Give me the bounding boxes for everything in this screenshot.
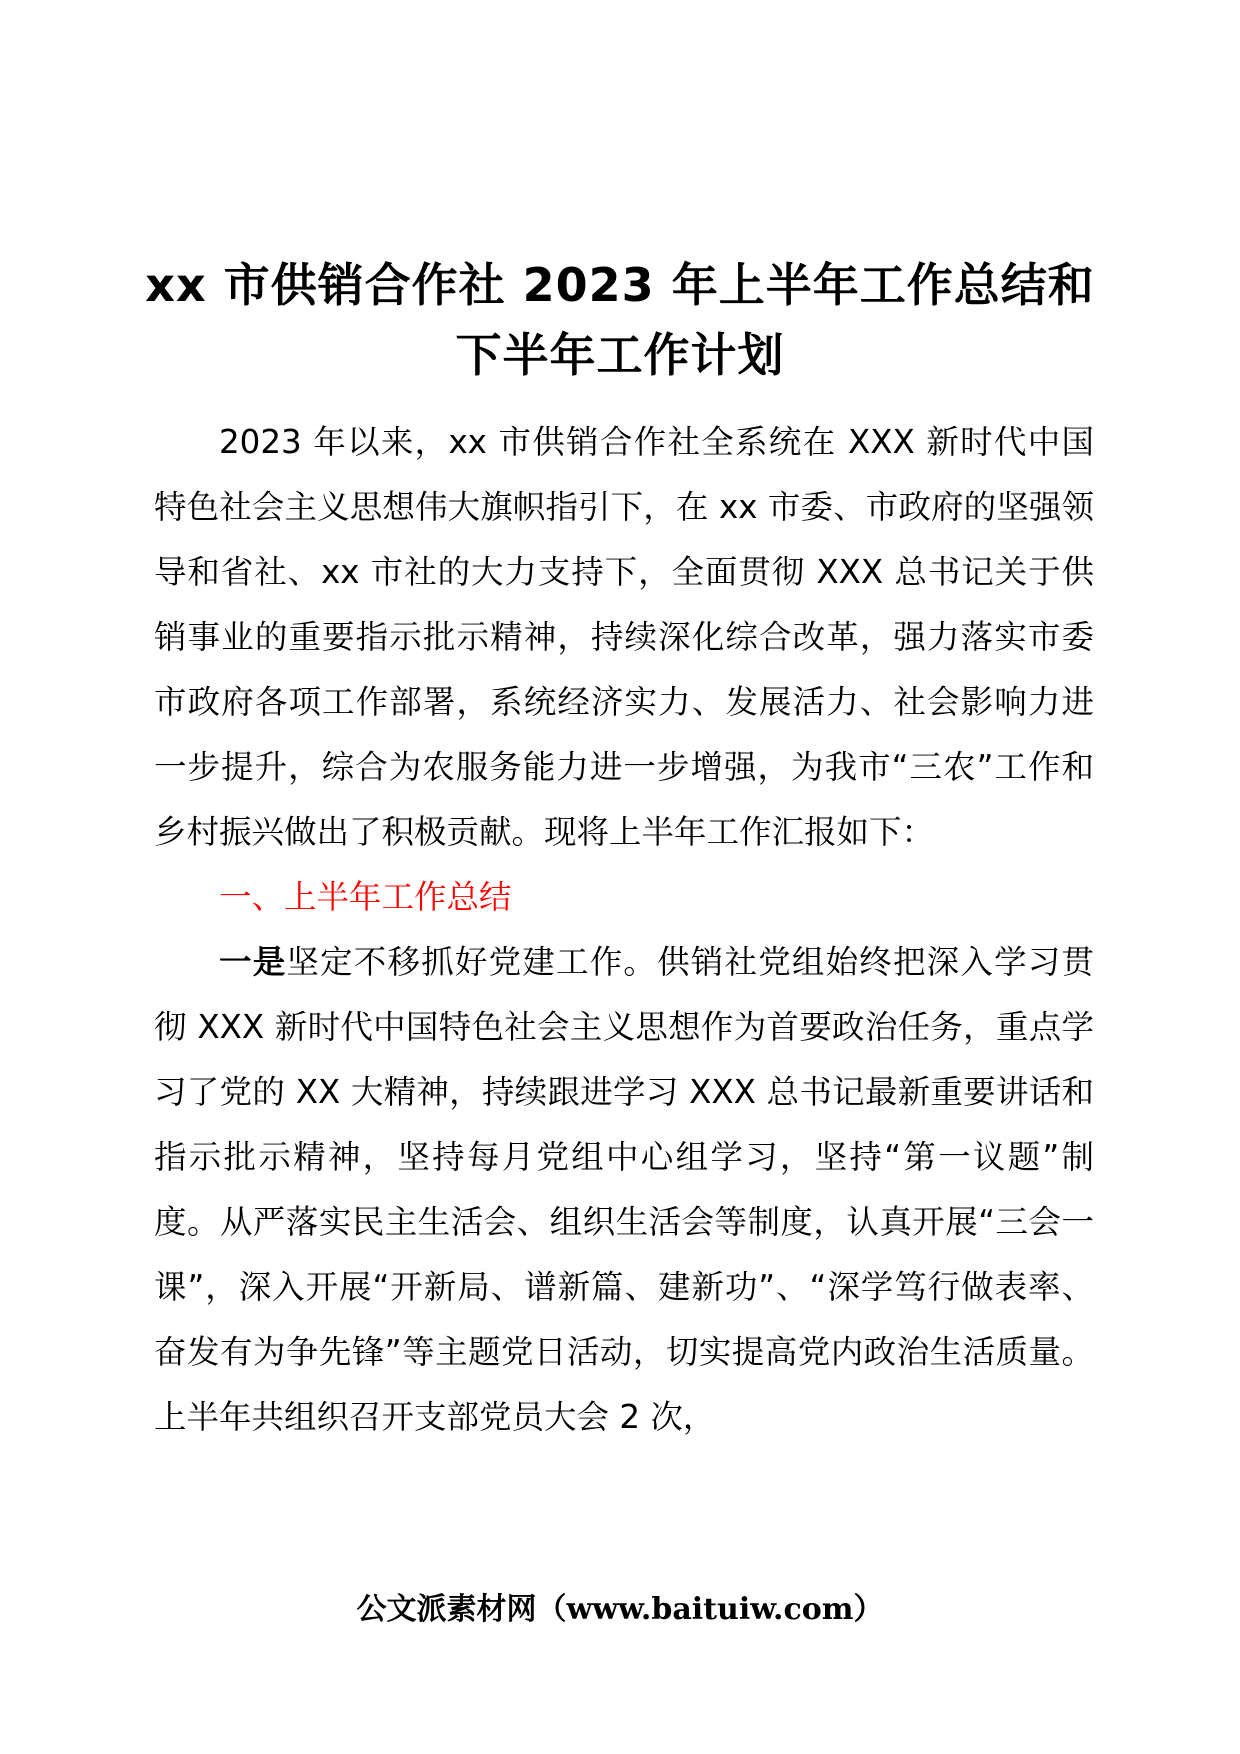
title-line-1: xx 市供销合作社 2023 年上半年工作总结和 (145, 258, 1095, 312)
intro-paragraph: 2023 年以来，xx 市供销合作社全系统在 XXX 新时代中国特色社会主义思想伟大旗帜指引下，在 xx 市委、市政府的坚强领导和省社、xx 市社的大力支持下，全面贯彻 XXX 总书记关于供销事业的重要指示批示精神，持续深化综合改革，强力落实市委市政府各项工作部署，系统经济实力、发展活力、社会影响力进一步提升，综合为农服务能力进一步增强，为我市“三农”工作和乡村振兴做出了积极贡献。现将上半年工作汇报如下： (154, 423, 1094, 851)
document-title (100, 250, 1140, 390)
section-heading: 一、上半年工作总结 (219, 878, 512, 916)
footer-watermark: 公文派素材网（www.baituiw.com） (356, 1592, 884, 1627)
item-lead: 一是 (219, 943, 287, 981)
title-line-2: 下半年工作计划 (455, 328, 785, 382)
document-body (154, 410, 1094, 1450)
item-paragraph (154, 930, 1094, 1450)
item-text: 坚定不移抓好党建工作。供销社党组始终把深入学习贯彻 XXX 新时代中国特色社会主义思想作为首要政治任务，重点学习了党的 XX 大精神，持续跟进学习 XXX 总书记最新重要讲话和指示批示精神，坚持每月党组中心组学习，坚持“第一议题”制度。从严落实民主生活会、组织生活会等制度，认真开展“三会一课”，深入开展“开新局、谱新篇、建新功”、“深学笃行做表率、奋发有为争先锋”等主题党日活动，切实提高党内政治生活质量。上半年共组织召开支部党员大会 2 次， (154, 943, 1094, 1436)
